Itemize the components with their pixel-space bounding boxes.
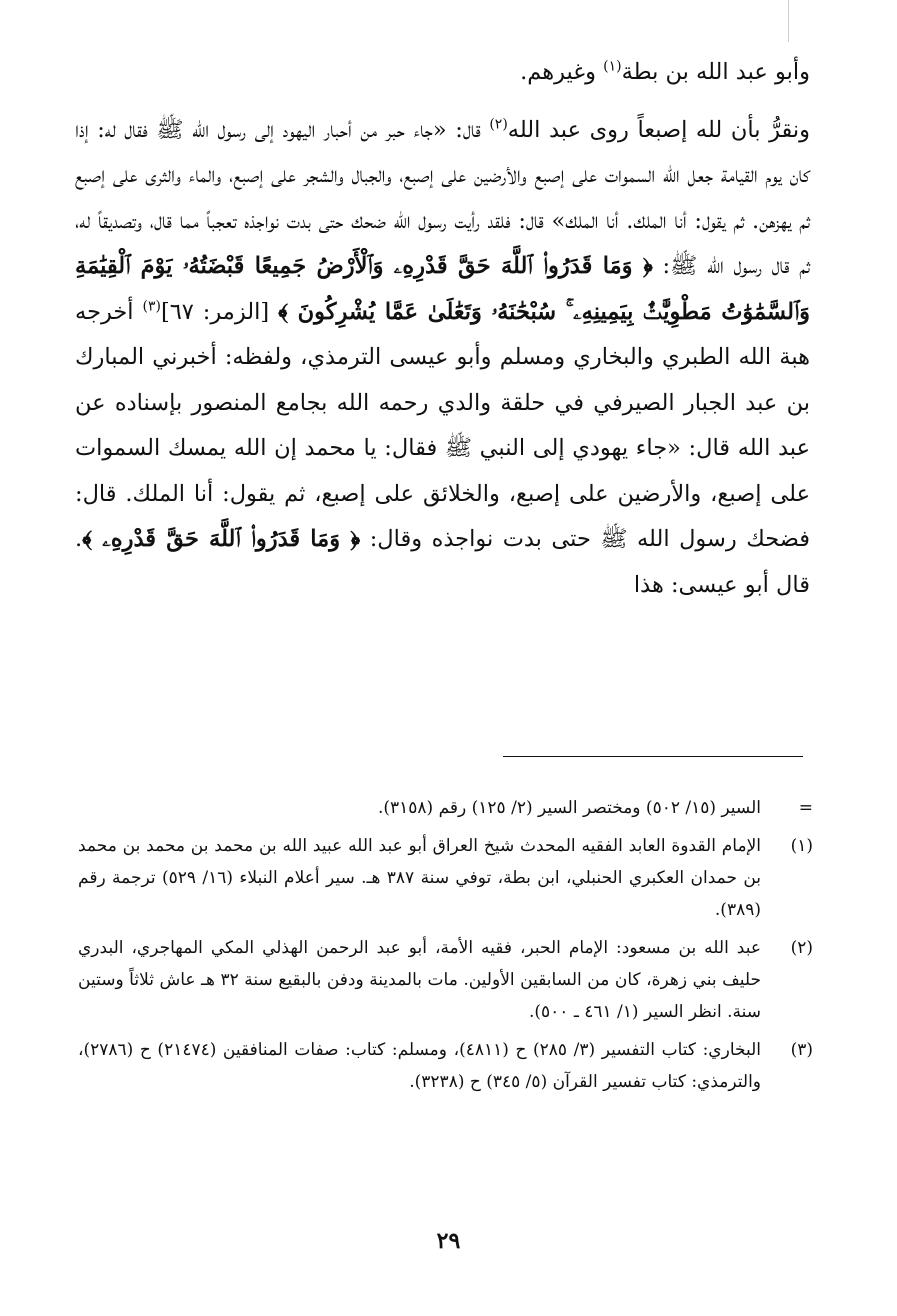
footnote-1 [78,830,813,926]
page-number: ٢٩ [436,1228,461,1254]
footnotes [78,792,813,1104]
paragraph-1-text: وأبو عبد الله بن بطة [621,59,810,85]
paragraph-1 [75,50,810,96]
footnote-number: (٢) [790,938,813,958]
footnote-divider [503,756,803,757]
paragraph-2-part-e: . قال أبو عيسى: هذا [75,526,810,598]
quran-verse: ﴿ وَمَا قَدَرُوا۟ ٱللَّهَ حَقَّ قَدْرِهِۦ وَٱلْأَرْضُ جَمِيعًا قَبْضَتُهُۥ يَوْمَ ٱلْقِيَٰمَةِ وَٱلسَّمَٰوَٰتُ مَطْوِيَّٰتٌۢ بِيَمِينِهِۦ ۚ سُبْحَٰنَهُۥ وَتَعَٰلَىٰ عَمَّا يُشْرِكُونَ ﴾ [75,253,811,325]
scan-edge-mark [788,0,789,42]
footnote-ref-1[interactable]: (١) [603,58,622,75]
verse-citation: [الزمر: ٦٧] [160,298,279,325]
footnote-text: الإمام القدوة العابد الفقيه المحدث شيخ العراق أبو عبد الله عبيد الله بن محمد بن محمد بن محمد بن حمدان العكبري الحنبلي، ابن بطة، توفي سنة ٣٨٧ هـ. سير أعلام النبلاء (١٦/ ٥٢٩) ترجمة رقم (٣٨٩). [78,836,761,920]
footnote-ref-2[interactable]: (٢) [489,116,508,132]
paragraph-2-part-b: قال: «جاء حبر من أحبار اليهود إلى رسول الله ﷺ فقال له: إذا كان يوم القيامة جعل الله السموات على إصبع والأرضين على إصبع، والجبال والشجر على إصبع، والماء والثرى على إصبع ثم يهزهن. ثم يقول: أنا الملك. أنا الملك» قال: فلقد رأيت رسول الله ضحك حتى بدت نواجذه تعجباً مما قال، وتصديقاً له، ثم قال رسول الله ﷺ: [75,116,810,279]
footnote-continued [78,792,813,824]
footnote-marker: = [798,798,813,818]
footnote-ref-3[interactable]: (٣) [142,298,161,314]
footnote-number: (١) [790,836,813,856]
footnote-text: السير (١٥/ ٥٠٢) ومختصر السير (٢/ ١٢٥) رقم (٣١٥٨). [377,798,761,818]
quran-verse-short: ﴿ وَمَا قَدَرُوا۟ ٱللَّهَ حَقَّ قَدْرِهِۦ ﴾ [82,526,361,552]
footnote-number: (٣) [790,1040,813,1060]
footnote-3 [78,1034,813,1098]
paragraph-2-part-d: أخرجه هبة الله الطبري والبخاري ومسلم وأبو عيسى الترمذي، ولفظه: أخبرني المبارك بن عبد الجبار الصيرفي في حلقة والدي رحمه الله بجامع المنصور بإسناده عن عبد الله قال: «جاء يهودي إلى النبي ﷺ فقال: يا محمد إن الله يمسك السموات على إصبع، والأرضين على إصبع، والخلائق على إصبع، ثم يقول: أنا الملك. قال: فضحك رسول الله ﷺ حتى بدت نواجذه وقال: [75,298,811,552]
footnote-2 [78,932,813,1028]
paragraph-2-part-a: ونقرُّ بأن لله إصبعاً روى عبد الله [507,116,810,143]
footnote-text: البخاري: كتاب التفسير (٣/ ٢٨٥) ح (٤٨١١)، ومسلم: كتاب: صفات المنافقين (٢١٤٧٤) ح (٢٧٨٦)، والترمذي: كتاب تفسير القرآن (٥/ ٣٤٥) ح (٣٢٣٨). [78,1040,762,1092]
paragraph-2 [75,108,810,609]
paragraph-1-tail: وغيرهم. [520,59,604,85]
footnote-text: عبد الله بن مسعود: الإمام الحبر، فقيه الأمة، أبو عبد الرحمن الهذلي المكي المهاجري، البدري حليف بني زهرة، كان من السابقين الأولين. مات بالمدينة ودفن بالبقيع سنة ٣٢ هـ عاش ثلاثاً وستين سنة. انظر السير (١/ ٤٦١ ـ ٥٠٠). [78,938,761,1022]
main-text [75,50,810,608]
